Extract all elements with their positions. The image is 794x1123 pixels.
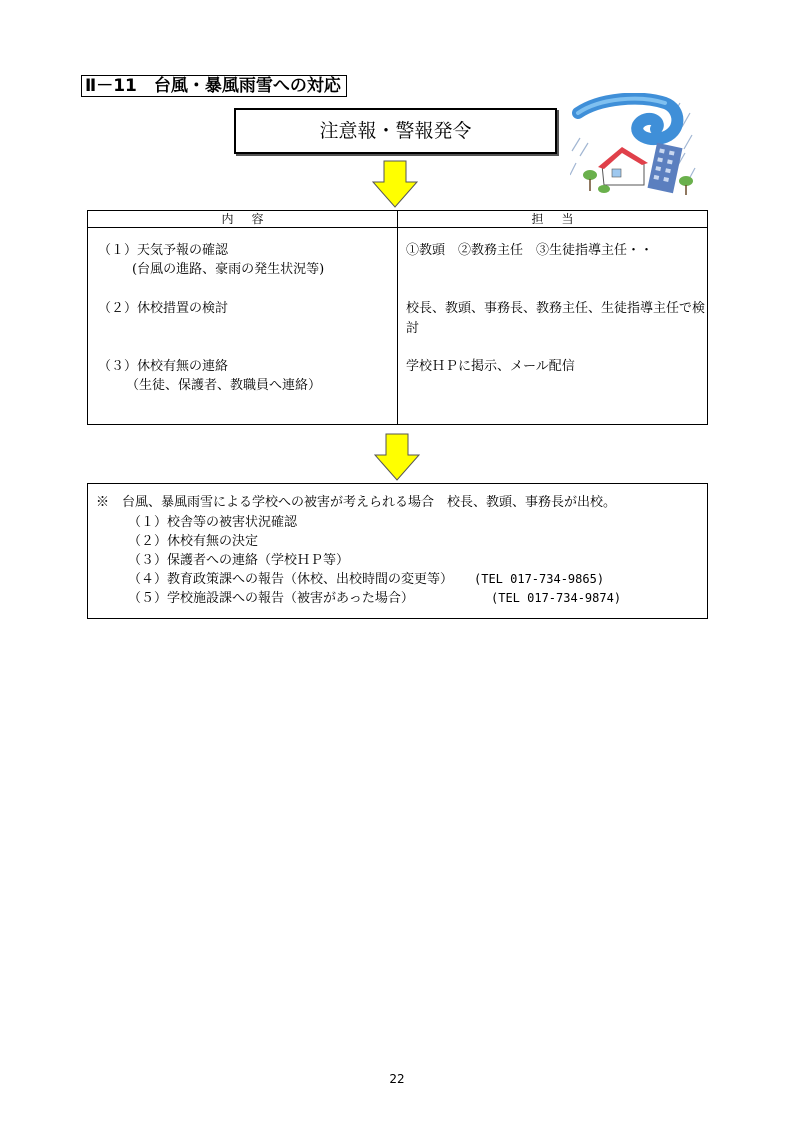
typhoon-illustration-icon (570, 93, 700, 198)
note-item-5: （５）学校施設課への報告（被害があった場合） (128, 591, 414, 606)
down-arrow-icon (374, 433, 420, 481)
table-header-person: 担当 (398, 211, 707, 228)
table-row-2-person: 校長、教頭、事務長、教務主任、生徒指導主任で検討 (406, 301, 706, 336)
note-intro: ※ 台風、暴風雨雪による学校への被害が考えられる場合 校長、教頭、事務長が出校。 (96, 495, 617, 510)
response-table (87, 210, 708, 425)
table-row-3-detail: （生徒、保護者、教職員へ連絡） (126, 378, 322, 393)
table-row-2-content: （２）休校措置の検討 (98, 301, 229, 316)
table-row-1-content: （１）天気予報の確認 (98, 243, 229, 258)
alert-box: 注意報・警報発令 (234, 108, 557, 154)
note-item-1: （１）校舎等の被害状況確認 (128, 515, 298, 530)
table-row-1-person: ①教頭 ②教務主任 ③生徒指導主任・・ (406, 243, 654, 258)
note-item-3: （３）保護者への連絡（学校ＨＰ等） (128, 553, 350, 568)
note-item-4-tel: (TEL 017-734-9865) (474, 572, 605, 586)
page-number: 22 (389, 1072, 405, 1086)
note-item-2: （２）休校有無の決定 (128, 534, 259, 549)
table-header-content: 内容 (88, 211, 397, 228)
table-row-1-detail: (台風の進路、豪雨の発生状況等) (132, 262, 325, 277)
note-item-5-tel: (TEL 017-734-9874) (491, 591, 622, 605)
note-item-4: （４）教育政策課への報告（休校、出校時間の変更等） (128, 572, 454, 587)
table-row-3-person: 学校ＨＰに掲示、メール配信 (406, 359, 575, 374)
table-divider (397, 211, 398, 424)
section-title: Ⅱ－11 台風・暴風雨雪への対応 (81, 75, 347, 97)
damage-note-box (87, 483, 708, 619)
table-row-3-content: （３）休校有無の連絡 (98, 359, 229, 374)
down-arrow-icon (372, 160, 418, 208)
